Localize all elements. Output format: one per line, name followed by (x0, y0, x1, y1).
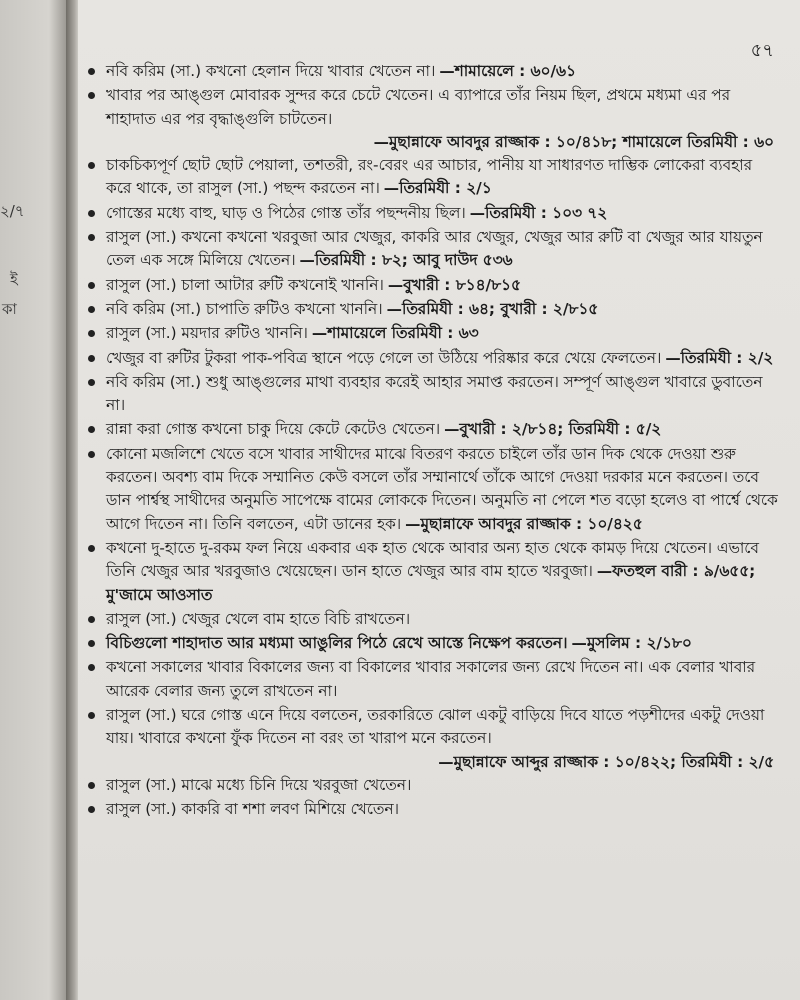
item-reference: —তিরমিযী : ১০৩ ৭২ (469, 203, 608, 222)
item-text: কখনো দু-হাতে দু-রকম ফল নিয়ে একবার এক হাত থেকে আবার অন্য হাত থেকে কামড় দিয়ে খেতেন। এভাবে তিনি খেজুর আর খরবুজাও খেয়েছেন। ডান হাতে খেজুর আর বাম হাতে খরবুজা। (106, 538, 759, 581)
item-text: খেজুর বা রুটির টুকরা পাক-পবিত্র স্থানে পড়ে গেলে তা উঠিয়ে পরিষ্কার করে খেয়ে ফেলতেন। (106, 348, 662, 367)
list-item (88, 798, 778, 821)
item-reference: —শামায়েলে তিরমিযী : ৬৩ (311, 324, 479, 343)
item-text: খাবার পর আঙ্গুল মোবারক সুন্দর করে চেটে খেতেন। এ ব্যাপারে তাঁর নিয়ম ছিল, প্রথমে মধ্যমা এর পর শাহাদাত এর পর বৃদ্ধাঙ্গুলি চাটতেন। (106, 86, 731, 128)
bullet-icon (88, 451, 95, 458)
margin-note: ই (10, 270, 18, 288)
list-item (88, 656, 778, 703)
page-content (88, 60, 778, 822)
list-item (88, 60, 778, 83)
bullet-icon (88, 616, 95, 623)
reference-line: —মুছান্নাফে আব্দুর রাজ্জাক : ১০/৪২২; তিরমিযী : ২/৫ (438, 752, 774, 771)
bullet-icon (88, 664, 95, 671)
bullet-icon (88, 92, 95, 99)
list-item (88, 608, 778, 631)
item-text: রাসুল (সা.) খেজুর খেলে বাম হাতে বিচি রাখতেন। (106, 609, 411, 628)
item-reference: —তিরমিযী : ২/২ (665, 348, 774, 367)
list-item (88, 632, 778, 655)
list-item (88, 774, 778, 797)
item-reference: —বুখারী : ২/৮১৪; তিরমিযী : ৫/২ (444, 420, 662, 439)
item-reference: —মুসলিম : ২/১৮০ (571, 634, 692, 653)
bullet-icon (88, 379, 95, 386)
item-text: রাসুল (সা.) চালা আটার রুটি কখনোই খাননি। (106, 275, 384, 294)
bullet-icon (88, 545, 95, 552)
list-item (88, 371, 778, 418)
list-item (88, 226, 778, 273)
bullet-icon (88, 782, 95, 789)
list-item (88, 418, 778, 441)
list-item (88, 274, 778, 297)
list-item (88, 298, 778, 321)
page-number: ৫৭ (750, 40, 774, 61)
bullet-icon (88, 306, 95, 313)
bullet-icon (88, 162, 95, 169)
list-item (88, 704, 778, 751)
item-text: নবি করিম (সা.) শুধু আঙ্গুলের মাথা ব্যবহার করেই আহার সমাপ্ত করতেন। সম্পূর্ণ আঙ্গুল খাবারে ডুবাতেন না। (106, 372, 763, 415)
item-reference: —ফতহুল বারী : ৯/৬৫৫; মু'জামে আওসাত (106, 562, 756, 604)
item-text: রাসুল (সা.) কাকরি বা শশা লবণ মিশিয়ে খেতেন। (106, 800, 399, 819)
list-item (88, 322, 778, 345)
left-page-edge (0, 0, 70, 1000)
item-text: গোস্তের মধ্যে বাহু, ঘাড় ও পিঠের গোস্ত তাঁর পছন্দনীয় ছিল। (106, 203, 466, 222)
item-reference: —শামায়েলে : ৬০/৬১ (439, 62, 576, 80)
bullet-icon (88, 806, 95, 813)
bullet-icon (88, 210, 95, 217)
item-text: রান্না করা গোস্ত কখনো চাকু দিয়ে কেটে কেটেও খেতেন। (106, 420, 441, 439)
margin-note: কা (2, 300, 17, 318)
list-item (88, 537, 778, 607)
bullet-icon (88, 330, 95, 337)
item-text: রাসুল (সা.) কখনো কখনো খরবুজা আর খেজুর, কাকরি আর খেজুর, খেজুর আর রুটি বা খেজুর আর যায়তুন তেল এক সঙ্গে মিলিয়ে খেতেন। (106, 228, 763, 270)
item-reference: —তিরমিযী : ৮২; আবু দাউদ ৫৩৬ (299, 251, 513, 270)
item-reference: —মুছান্নাফে আবদুর রাজ্জাক : ১০/৪২৫ (405, 514, 643, 533)
book-page (78, 0, 800, 1000)
bullet-icon (88, 355, 95, 362)
list-item (88, 154, 778, 201)
item-text: বিচিগুলো শাহাদাত আর মধ্যমা আঙুলির পিঠে রেখে আস্তে নিক্ষেপ করতেন। (106, 634, 568, 653)
margin-note: ২/৭ (0, 202, 25, 220)
item-text: কখনো সকালের খাবার বিকালের জন্য বা বিকালের খাবার সকালের জন্য রেখে দিতেন না। এক বেলার খাবার আরেক বেলার জন্য তুলে রাখতেন না। (106, 658, 756, 700)
item-reference: —তিরমিযী : ৬৪; বুখারী : ২/৮১৫ (386, 299, 599, 318)
list-item (88, 443, 778, 536)
item-reference: —বুখারী : ৮১৪/৮১৫ (387, 275, 521, 294)
list-item (88, 202, 778, 225)
item-text: চাকচিক্যপূর্ণ ছোট ছোট পেয়ালা, তশতরী, রং-বেরং এর আচার, পানীয় যা সাধারণত দাম্ভিক লোকেরা ব্যবহার করে থাকে, তা রাসুল (সা.) পছন্দ করতেন না। (106, 156, 753, 198)
item-text: নবি করিম (সা.) কখনো হেলান দিয়ে খাবার খেতেন না। (106, 62, 436, 80)
bullet-icon (88, 68, 95, 75)
item-text: রাসুল (সা.) ময়দার রুটিও খাননি। (106, 324, 308, 343)
bullet-icon (88, 712, 95, 719)
item-text: রাসুল (সা.) ঘরে গোস্ত এনে দিয়ে বলতেন, তরকারিতে ঝোল একটু বাড়িয়ে দিবে যাতে পড়শীদের একটু দেওয়া যায়। খাবারে কখনো ফুঁক দিতেন না বরং তা খারাপ মনে করতেন। (106, 706, 765, 748)
bullet-icon (88, 234, 95, 241)
item-text: কোনো মজলিশে খেতে বসে খাবার সাথীদের মাঝে বিতরণ করতে চাইলে তাঁর ডান দিক থেকে দেওয়া শুরু করতেন। অবশ্য বাম দিকে সম্মানিত কেউ বসলে তাঁর সম্মানার্থে তাঁকে আগে দেওয়া দরকার মনে করতেন। তবে ডান পার্শ্বস্থ সাথীদের অনুমতি সাপেক্ষে বামের লোককে দিতেন। অনুমতি না পেলে শত বড়ো হলেও বা পার্শ্বে থেকে আগে দিতেন না। তিনি বলতেন, এটা ডানের হক। (106, 444, 778, 533)
list-item (88, 347, 778, 370)
bullet-icon (88, 640, 95, 647)
list-item (88, 84, 778, 131)
bullet-icon (88, 282, 95, 289)
item-text: রাসুল (সা.) মাঝে মধ্যে চিনি দিয়ে খরবুজা খেতেন। (106, 775, 412, 794)
item-text: নবি করিম (সা.) চাপাতি রুটিও কখনো খাননি। (106, 299, 383, 318)
reference-line: —মুছান্নাফে আবদুর রাজ্জাক : ১০/৪১৮; শামায়েলে তিরমিযী : ৬০ (373, 132, 774, 151)
item-reference: —তিরমিযী : ২/১ (383, 179, 492, 198)
bullet-icon (88, 426, 95, 433)
